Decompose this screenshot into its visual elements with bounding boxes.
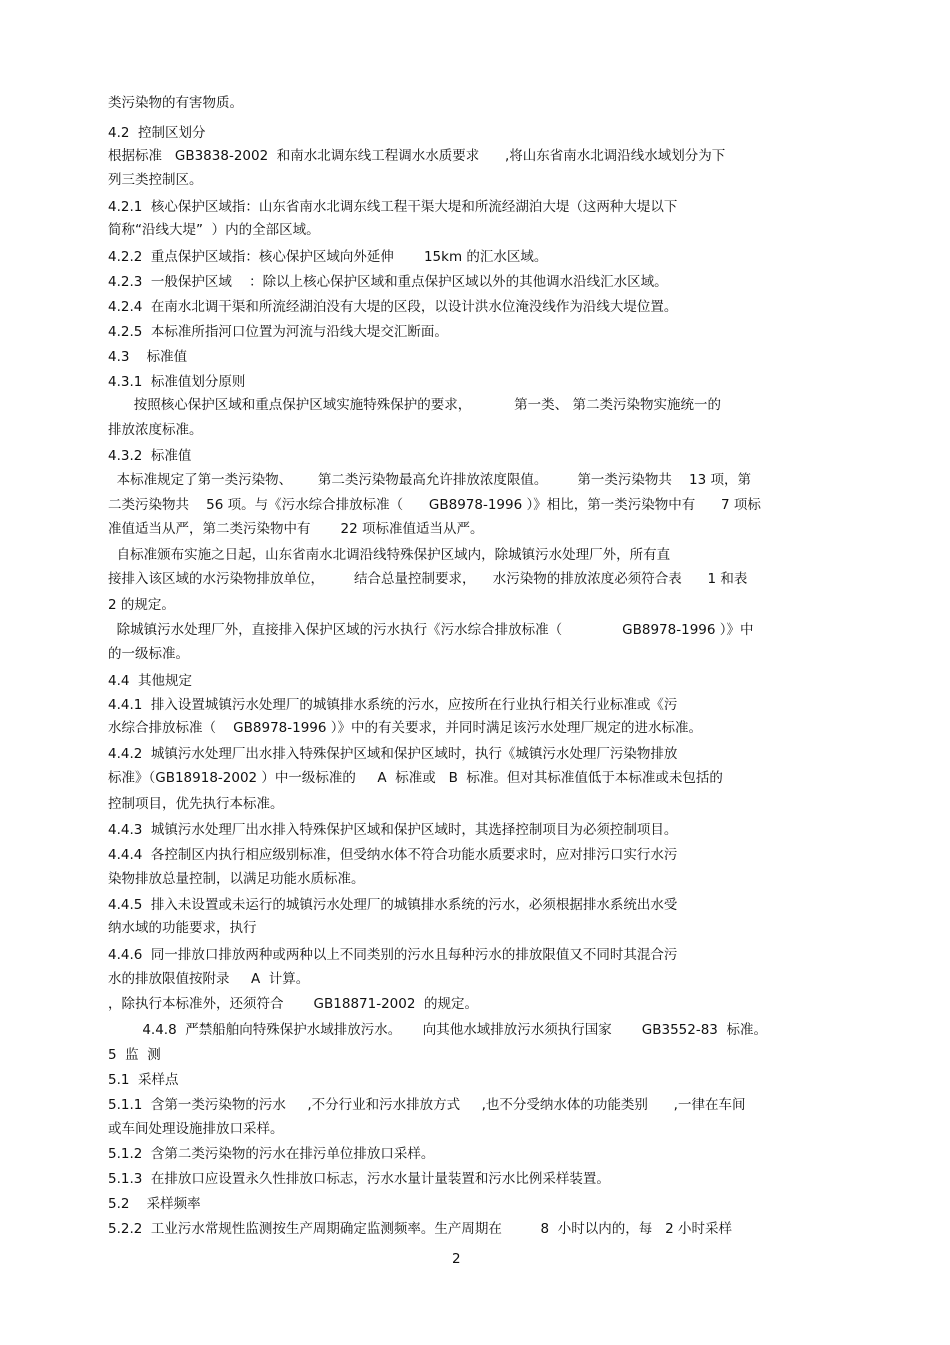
text-line: 4.4.2 城镇污水处理厂出水排入特殊保护区域和保护区域时，执行《城镇污水处理厂污染物排放 [108,746,678,762]
text-line: 的一级标准。 [108,646,189,662]
text-line: 二类污染物共 56 项。与《污水综合排放标准（ GB8978-1996 ）》相比，第一类污染物中有 7 项标 [108,497,761,513]
text-line: 4.4.4 各控制区内执行相应级别标准，但受纳水体不符合功能水质要求时，应对排污口实行水污 [108,847,678,863]
text-line: 按照核心保护区域和重点保护区域实施特殊保护的要求， 第一类、 第二类污染物实施统一的 [108,397,721,413]
section-heading: 4.2 控制区划分 [108,125,206,141]
text-line: 4.2.3 一般保护区域 ：除以上核心保护区域和重点保护区域以外的其他调水沿线汇水区域。 [108,274,668,290]
text-line: 类污染物的有害物质。 [108,95,243,111]
text-line: 4.4.3 城镇污水处理厂出水排入特殊保护区域和保护区域时，其选择控制项目为必须控制项目。 [108,822,678,838]
text-line: 自标准颁布实施之日起，山东省南水北调沿线特殊保护区域内，除城镇污水处理厂外，所有直 [108,547,671,563]
text-line: 4.2.4 在南水北调干渠和所流经湖泊没有大堤的区段，以设计洪水位淹没线作为沿线大堤位置。 [108,299,678,315]
text-line: 4.2.5 本标准所指河口位置为河流与沿线大堤交汇断面。 [108,324,448,340]
text-line: 5.1.3 在排放口应设置永久性排放口标志，污水水量计量装置和污水比例采样装置。 [108,1171,610,1187]
text-line: 4.4.1 排入设置城镇污水处理厂的城镇排水系统的污水，应按所在行业执行相关行业标准或《污 [108,697,678,713]
section-heading: 5 监 测 [108,1047,161,1063]
text-line: 控制项目，优先执行本标准。 [108,796,284,812]
text-line: 纳水域的功能要求，执行 [108,920,257,936]
text-line: 4.2.2 重点保护区域指：核心保护区域向外延伸 15km 的汇水区域。 [108,249,548,265]
text-line: 或车间处理设施排放口采样。 [108,1121,284,1137]
text-line: 4.2.1 核心保护区域指：山东省南水北调东线工程干渠大堤和所流经湖泊大堤（这两种大堤以下 [108,199,678,215]
text-line: 4.4.6 同一排放口排放两种或两种以上不同类别的污水且每种污水的排放限值又不同时其混合污 [108,947,678,963]
text-line: 5.1.2 含第二类污染物的污水在排污单位排放口采样。 [108,1146,435,1162]
text-line: 染物排放总量控制，以满足功能水质标准。 [108,871,365,887]
section-heading: 5.1 采样点 [108,1072,179,1088]
section-heading: 4.3.1 标准值划分原则 [108,374,246,390]
text-line: 标准》（GB18918-2002 ）中一级标准的 A 标准或 B 标准。但对其标准值低于本标准或未包括的 [108,770,723,786]
text-line: 水的排放限值按附录 A 计算。 [108,971,310,987]
text-line: 排放浓度标准。 [108,422,203,438]
section-heading: 5.2 采样频率 [108,1196,201,1212]
text-line: ，除执行本标准外，还须符合 GB18871-2002 的规定。 [108,996,479,1012]
text-line: 根据标准 GB3838-2002 和南水北调东线工程调水水质要求 ,将山东省南水北调沿线水域划分为下 [108,148,726,164]
text-line: 本标准规定了第一类污染物、 第二类污染物最高允许排放浓度限值。 第一类污染物共 13 项，第 [108,472,752,488]
text-line: 4.4.8 严禁船舶向特殊保护水域排放污水。 向其他水域排放污水须执行国家 GB3552-83 标准。 [108,1022,767,1038]
text-line: 除城镇污水处理厂外，直接排入保护区域的污水执行《污水综合排放标准（ GB8978-1996 ）》中 [108,622,754,638]
text-line: 5.1.1 含第一类污染物的污水 ,不分行业和污水排放方式 ,也不分受纳水体的功能类别 ,一律在车间 [108,1097,746,1113]
text-line: 接排入该区域的水污染物排放单位， 结合总量控制要求， 水污染物的排放浓度必须符合表 1 和表 [108,571,748,587]
text-line: 简称“沿线大堤” ）内的全部区域。 [108,222,320,238]
section-heading: 4.3.2 标准值 [108,448,192,464]
text-line: 列三类控制区。 [108,172,203,188]
text-line: 4.4.5 排入未设置或未运行的城镇污水处理厂的城镇排水系统的污水，必须根据排水系统出水受 [108,897,678,913]
section-heading: 4.3 标准值 [108,349,188,365]
section-heading: 4.4 其他规定 [108,673,193,689]
text-line: 水综合排放标准（ GB8978-1996 ）》中的有关要求，并同时满足该污水处理厂规定的进水标准。 [108,720,703,736]
text-line: 5.2.2 工业污水常规性监测按生产周期确定监测频率。生产周期在 8 小时以内的，每 2 小时采样 [108,1221,732,1237]
text-line: 准值适当从严，第二类污染物中有 22 项标准值适当从严。 [108,521,484,537]
text-line: 2 的规定。 [108,597,175,613]
page-number: 2 [452,1251,461,1267]
